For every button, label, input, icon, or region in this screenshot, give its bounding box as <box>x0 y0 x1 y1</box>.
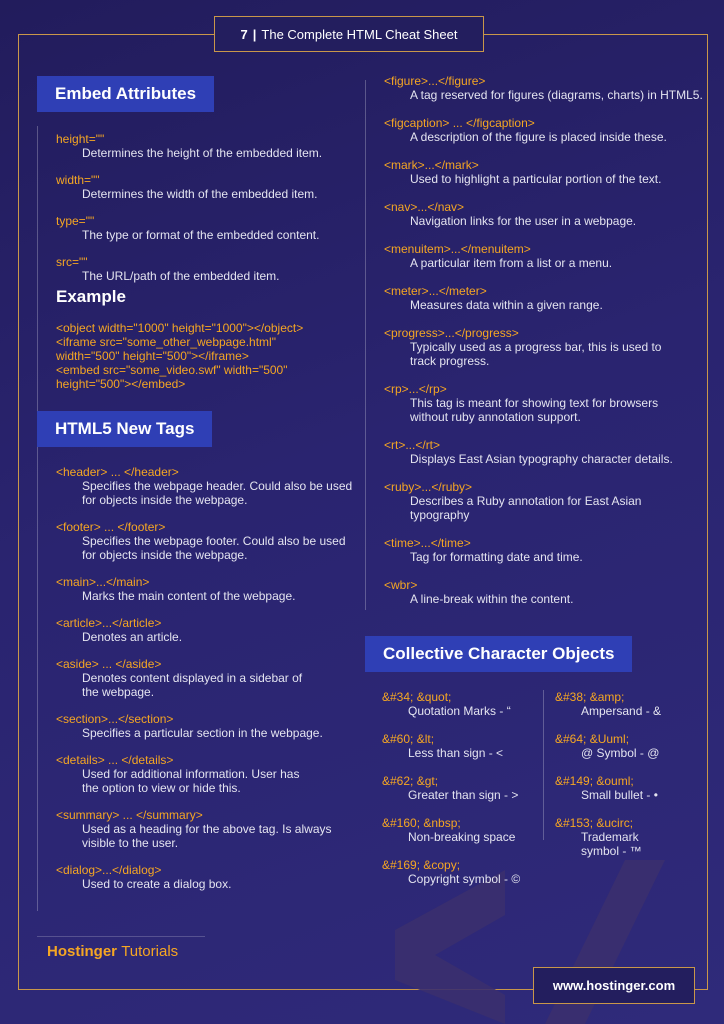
embed-attributes-list <box>37 132 357 391</box>
desc-line: the option to view or hide this. <box>82 781 241 795</box>
example-line: height="500"></embed> <box>56 377 186 391</box>
char-code: &#34; &quot; <box>382 690 452 704</box>
tag-name: <summary> ... </summary> <box>56 808 203 822</box>
html5-item-summary <box>56 808 357 850</box>
title-separator: | <box>252 26 257 42</box>
char-description: @ Symbol - @ <box>581 746 660 760</box>
left-column <box>37 76 357 904</box>
tag-description <box>56 671 357 699</box>
html5-item-figure <box>384 74 704 102</box>
desc-line: Trademark <box>581 830 639 844</box>
char-code: &#153; &ucirc; <box>555 816 634 830</box>
desc-line: Used for additional information. User has <box>82 767 300 781</box>
character-objects-left-column <box>382 690 520 900</box>
html5-item-meter <box>384 284 704 312</box>
attribute-description: Determines the height of the embedded item. <box>82 146 323 160</box>
html5-item-footer <box>56 520 357 562</box>
tag-description: A description of the figure is placed inside these. <box>410 130 667 144</box>
example-line: <object width="1000" height="1000"></object> <box>56 321 304 335</box>
char-item <box>382 774 520 802</box>
attribute-description: Determines the width of the embedded item. <box>82 187 318 201</box>
embed-item-height <box>56 132 357 160</box>
char-code: &#62; &gt; <box>382 774 439 788</box>
tag-description: Displays East Asian typography character details. <box>410 452 673 466</box>
tag-name: <nav>...</nav> <box>384 200 465 214</box>
desc-line: for objects inside the webpage. <box>82 493 248 507</box>
html5-item-header <box>56 465 357 507</box>
character-objects-header-wrap <box>365 636 632 672</box>
char-code: &#64; &Uuml; <box>555 732 630 746</box>
char-code: &#149; &ouml; <box>555 774 634 788</box>
tag-name: <rt>...</rt> <box>384 438 441 452</box>
tag-name: <details> ... </details> <box>56 753 174 767</box>
page-title-box <box>214 16 484 52</box>
attribute-name: type="" <box>56 214 95 228</box>
html5-item-dialog <box>56 863 357 891</box>
char-item <box>382 732 520 760</box>
char-code: &#38; &amp; <box>555 690 625 704</box>
character-objects-heading: Collective Character Objects <box>365 636 632 672</box>
tag-name: <aside> ... </aside> <box>56 657 162 671</box>
tag-name: <figcaption> ... </figcaption> <box>384 116 535 130</box>
website-link[interactable]: www.hostinger.com <box>533 967 695 1004</box>
char-description: Non-breaking space <box>408 830 516 844</box>
tag-name: <figure>...</figure> <box>384 74 486 88</box>
desc-line: for objects inside the webpage. <box>82 548 248 562</box>
tag-name: <section>...</section> <box>56 712 174 726</box>
html5-item-main <box>56 575 357 603</box>
example-line: <embed src="some_video.swf" width="500" <box>56 363 288 377</box>
tag-description: Marks the main content of the webpage. <box>82 589 296 603</box>
html5-item-aside <box>56 657 357 699</box>
tag-name: <article>...</article> <box>56 616 162 630</box>
brand-logo-text <box>37 936 205 960</box>
tag-description <box>56 767 357 795</box>
page-number: 7 <box>240 26 248 42</box>
tag-description: Denotes an article. <box>82 630 183 644</box>
desc-line: Describes a Ruby annotation for East Asian <box>410 494 642 508</box>
desc-line: Specifies the webpage footer. Could also be used <box>82 534 346 548</box>
desc-line: typography <box>410 508 470 522</box>
attribute-name: src="" <box>56 255 88 269</box>
attribute-name: width="" <box>56 173 100 187</box>
character-objects-divider <box>543 690 544 840</box>
embed-item-type <box>56 214 357 242</box>
tag-description: A tag reserved for figures (diagrams, charts) in HTML5. <box>410 88 703 102</box>
char-item <box>382 690 520 718</box>
desc-line: symbol - ™ <box>581 844 642 858</box>
char-code: &#160; &nbsp; <box>382 816 461 830</box>
tag-description <box>56 534 357 562</box>
tag-description: Used to highlight a particular portion of the text. <box>410 172 662 186</box>
html5-item-section <box>56 712 357 740</box>
html5-item-time <box>384 536 704 564</box>
attribute-description: The type or format of the embedded content. <box>82 228 320 242</box>
desc-line: the webpage. <box>82 685 155 699</box>
tag-name: <time>...</time> <box>384 536 471 550</box>
html5-item-progress <box>384 326 704 368</box>
char-item <box>382 816 520 844</box>
char-item <box>382 858 520 886</box>
char-item <box>555 690 661 718</box>
desc-line: Used as a heading for the above tag. Is always <box>82 822 332 836</box>
attribute-description: The URL/path of the embedded item. <box>82 269 280 283</box>
brand-suffix: Tutorials <box>121 943 179 960</box>
tag-name: <footer> ... </footer> <box>56 520 166 534</box>
desc-line: Typically used as a progress bar, this is used to <box>410 340 662 354</box>
right-column <box>364 74 704 620</box>
tag-description: Measures data within a given range. <box>410 298 603 312</box>
attribute-name: height="" <box>56 132 105 146</box>
tag-description <box>384 396 704 424</box>
html5-item-rp <box>384 382 704 424</box>
tag-description: Tag for formatting date and time. <box>410 550 583 564</box>
char-code: &#169; &copy; <box>382 858 461 872</box>
html5-item-menuitem <box>384 242 704 270</box>
tag-description: Used to create a dialog box. <box>82 877 232 891</box>
embed-item-width <box>56 173 357 201</box>
char-description: Ampersand - & <box>581 704 662 718</box>
example-code <box>56 321 357 391</box>
char-description: Small bullet - • <box>581 788 658 802</box>
html5-new-tags-heading: HTML5 New Tags <box>37 411 212 447</box>
brand-name: Hostinger <box>47 943 118 960</box>
example-heading: Example <box>56 287 126 306</box>
html5-item-nav <box>384 200 704 228</box>
tag-name: <header> ... </header> <box>56 465 179 479</box>
tag-name: <ruby>...</ruby> <box>384 480 473 494</box>
tag-description <box>384 494 704 522</box>
tag-name: <menuitem>...</menuitem> <box>384 242 531 256</box>
html5-item-ruby <box>384 480 704 522</box>
tag-name: <dialog>...</dialog> <box>56 863 162 877</box>
desc-line: track progress. <box>410 354 490 368</box>
desc-line: visible to the user. <box>82 836 179 850</box>
embed-attributes-heading: Embed Attributes <box>37 76 214 112</box>
char-description: Copyright symbol - © <box>408 872 521 886</box>
html5-item-rt <box>384 438 704 466</box>
html5-item-figcaption <box>384 116 704 144</box>
tag-name: <wbr> <box>384 578 418 592</box>
tag-description <box>384 340 704 368</box>
char-code: &#60; &lt; <box>382 732 435 746</box>
html5-tags-list-continued <box>364 74 704 606</box>
page-title: The Complete HTML Cheat Sheet <box>261 26 458 42</box>
char-item <box>555 732 661 760</box>
char-description: Quotation Marks - “ <box>408 704 511 718</box>
html5-item-mark <box>384 158 704 186</box>
html5-item-wbr <box>384 578 704 606</box>
tag-name: <meter>...</meter> <box>384 284 487 298</box>
char-description <box>555 830 661 858</box>
tag-description: Specifies a particular section in the webpage. <box>82 726 323 740</box>
tag-description <box>56 822 357 850</box>
char-item <box>555 816 661 858</box>
embed-item-src <box>56 255 357 283</box>
desc-line: This tag is meant for showing text for browsers <box>410 396 659 410</box>
desc-line: Denotes content displayed in a sidebar of <box>82 671 303 685</box>
example-line: <iframe src="some_other_webpage.html" <box>56 335 276 349</box>
tag-name: <rp>...</rp> <box>384 382 447 396</box>
tag-name: <progress>...</progress> <box>384 326 519 340</box>
html5-item-article <box>56 616 357 644</box>
tag-description: A particular item from a list or a menu. <box>410 256 613 270</box>
html5-tags-list <box>37 465 357 891</box>
desc-line: Specifies the webpage header. Could also be used <box>82 479 353 493</box>
tag-name: <main>...</main> <box>56 575 150 589</box>
char-description: Greater than sign - > <box>408 788 519 802</box>
example-line: width="500" height="500"></iframe> <box>56 349 249 363</box>
tag-name: <mark>...</mark> <box>384 158 479 172</box>
character-objects-right-column <box>555 690 661 872</box>
html5-item-details <box>56 753 357 795</box>
desc-line: without ruby annotation support. <box>410 410 581 424</box>
char-item <box>555 774 661 802</box>
char-description: Less than sign - < <box>408 746 504 760</box>
tag-description: A line-break within the content. <box>410 592 574 606</box>
tag-description <box>56 479 357 507</box>
tag-description: Navigation links for the user in a webpage. <box>410 214 637 228</box>
